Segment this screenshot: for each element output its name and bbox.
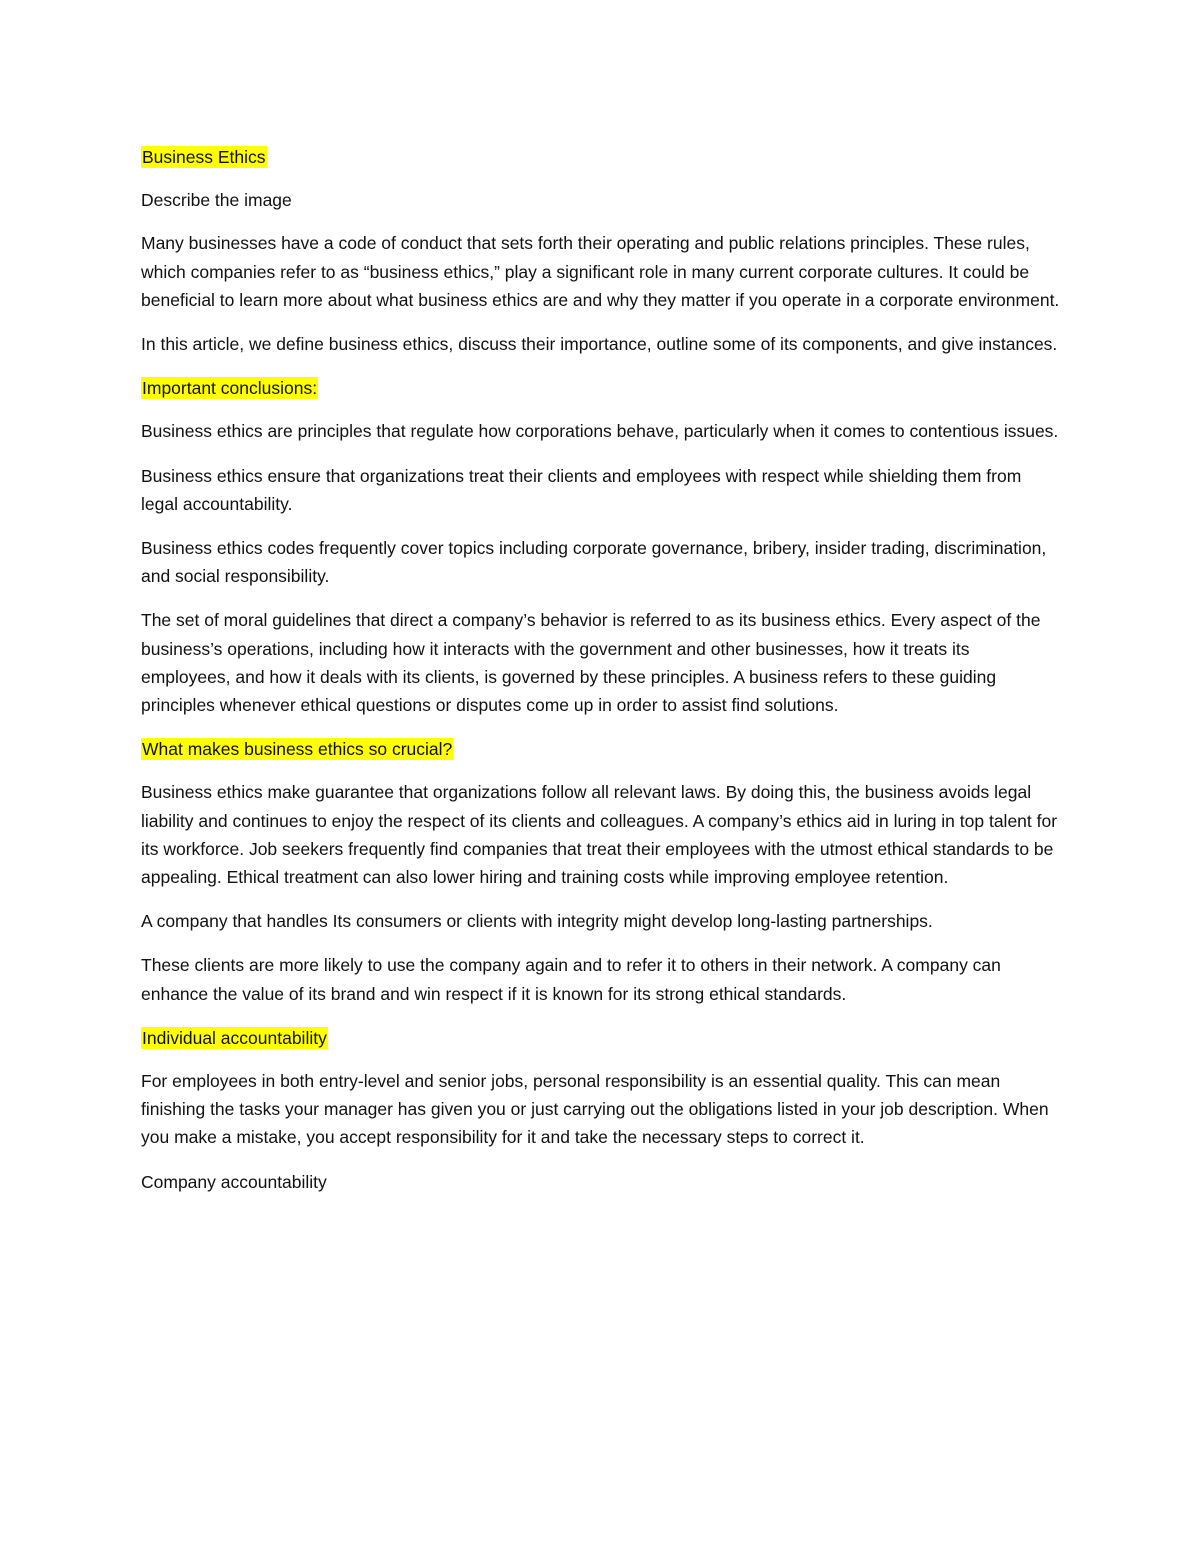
crucial-paragraph-3: These clients are more likely to use the company again and to refer it to others in their network. A company can enhance the value of its brand and win respect if it is known for its strong ethical standards. [141, 955, 1001, 1004]
conclusions-highlight: Important conclusions: [142, 378, 318, 399]
document-subtitle: Describe the image [141, 190, 292, 211]
intro-paragraph-1: Many businesses have a code of conduct that sets forth their operating and public relations principles. These rules, which companies refer to as “business ethics,” play a significant role in many current corporate cultures. It could be beneficial to learn more about what business ethics are and why they matter if you operate in a corporate environment. [141, 233, 1060, 310]
title-highlight: Business Ethics [142, 147, 266, 167]
conclusion-paragraph-2: Business ethics ensure that organizations treat their clients and employees with respect while shielding them from legal accountability. [141, 465, 1022, 514]
conclusion-paragraph-1: Business ethics are principles that regulate how corporations behave, particularly when it comes to contentious issues. [141, 421, 1059, 442]
document-title [141, 143, 1060, 171]
conclusion-paragraph-3: Business ethics codes frequently cover topics including corporate governance, bribery, insider trading, discrimination, and social responsibility. [141, 538, 1047, 587]
heading-why-crucial [141, 735, 1060, 763]
heading-company-accountability: Company accountability [141, 1171, 327, 1192]
conclusion-paragraph-4: The set of moral guidelines that direct a company’s behavior is referred to as its business ethics. Every aspect of the business’s operations, including how it interacts with the government and other businesses, how it treats its employees, and how it deals with its clients, is governed by these principles. A business refers to these guiding principles whenever ethical questions or disputes come up in order to assist find solutions. [141, 610, 1041, 716]
crucial-highlight: What makes business ethics so crucial? [142, 739, 453, 760]
heading-important-conclusions [141, 374, 1060, 402]
intro-paragraph-2: In this article, we define business ethics, discuss their importance, outline some of its components, and give instances. [141, 334, 1058, 355]
heading-individual-accountability [141, 1024, 1060, 1052]
crucial-paragraph-1: Business ethics make guarantee that organizations follow all relevant laws. By doing this, the business avoids legal liability and continues to enjoy the respect of its clients and colleagues. A company’s ethics aid in luring in top talent for its workforce. Job seekers frequently find companies that treat their employees with the utmost ethical standards to be appealing. Ethical treatment can also lower hiring and training costs while improving employee retention. [141, 782, 1058, 888]
crucial-paragraph-2: A company that handles Its consumers or clients with integrity might develop long-lasting partnerships. [141, 911, 933, 932]
individual-highlight: Individual accountability [142, 1027, 327, 1048]
individual-paragraph-1: For employees in both entry-level and senior jobs, personal responsibility is an essential quality. This can mean finishing the tasks your manager has given you or just carrying out the obligations listed in your job description. When you make a mistake, you accept responsibility for it and take the necessary steps to correct it. [141, 1071, 1049, 1148]
